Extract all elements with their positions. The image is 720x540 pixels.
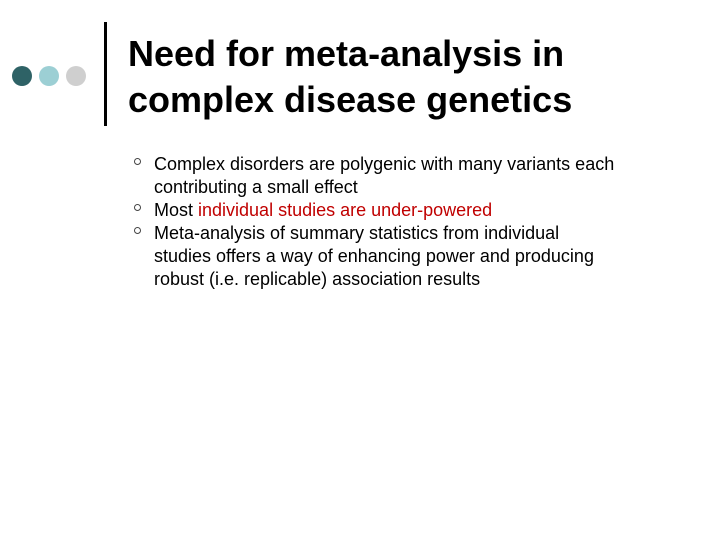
bullet-list — [0, 153, 720, 291]
grey-dot-icon — [66, 66, 86, 86]
bullet-line: Meta-analysis of summary statistics from individual — [154, 223, 560, 243]
bullet-line: studies offers a way of enhancing power and producing — [154, 246, 594, 266]
dark-teal-dot-icon — [12, 66, 32, 86]
slide-title-line: Need for meta-analysis in — [128, 33, 565, 74]
bullet-item-meta-analysis — [0, 222, 720, 291]
bullet-text — [154, 153, 710, 199]
slide-title-line: complex disease genetics — [128, 79, 573, 120]
hollow-circle-bullet-icon — [134, 158, 141, 165]
bullet-line: contributing a small effect — [154, 177, 358, 197]
highlighted-phrase: individual studies are under-powered — [198, 200, 493, 220]
decorative-dots — [12, 66, 86, 86]
title-divider — [104, 22, 107, 126]
light-teal-dot-icon — [39, 66, 59, 86]
bullet-item-underpowered — [0, 199, 720, 222]
bullet-line: robust (i.e. replicable) association results — [154, 269, 481, 289]
hollow-circle-bullet-icon — [134, 227, 141, 234]
bullet-line: Complex disorders are polygenic with many variants each — [154, 154, 615, 174]
bullet-text — [154, 222, 710, 291]
slide-title — [128, 31, 708, 123]
hollow-circle-bullet-icon — [134, 204, 141, 211]
bullet-item-polygenic — [0, 153, 720, 199]
bullet-text — [154, 199, 710, 222]
bullet-line — [154, 199, 710, 222]
bullet-prefix: Most — [154, 200, 199, 220]
